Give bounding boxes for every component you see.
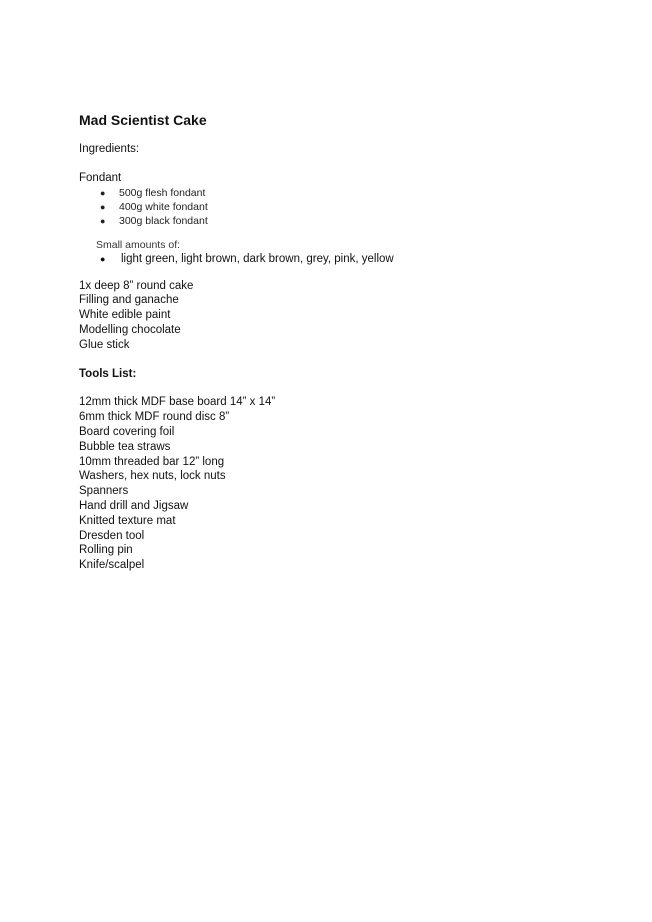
fondant-item-label: 500g flesh fondant [119, 186, 206, 199]
tool-line: Board covering foil [79, 425, 175, 438]
bullet-icon: ● [100, 253, 106, 264]
tools-heading: Tools List: [79, 367, 137, 380]
tool-line: Hand drill and Jigsaw [79, 499, 189, 512]
list-item [79, 214, 599, 228]
recipe-document [79, 112, 599, 573]
list-item [79, 200, 599, 214]
small-amounts-list [79, 252, 599, 267]
tool-line: Rolling pin [79, 544, 133, 557]
tools-list [79, 395, 599, 573]
list-item [79, 186, 599, 200]
ingredient-line: Glue stick [79, 338, 130, 351]
tool-line: Knitted texture mat [79, 514, 176, 527]
bullet-icon: ● [100, 187, 106, 198]
tool-line: 12mm thick MDF base board 14” x 14” [79, 396, 276, 409]
small-amounts-item-label: light green, light brown, dark brown, grey, pink, yellow [121, 252, 394, 265]
small-amounts-label: Small amounts of: [96, 238, 181, 251]
bullet-icon: ● [100, 215, 106, 226]
ingredient-line: 1x deep 8” round cake [79, 279, 194, 292]
fondant-heading: Fondant [79, 171, 122, 184]
other-ingredients-list [79, 279, 599, 353]
tool-line: Spanners [79, 485, 129, 498]
fondant-item-label: 400g white fondant [119, 200, 208, 213]
bullet-icon: ● [100, 201, 106, 212]
ingredients-heading: Ingredients: [79, 143, 140, 155]
recipe-title: Mad Scientist Cake [79, 112, 207, 128]
tool-line: Dresden tool [79, 529, 145, 542]
fondant-list [79, 186, 599, 228]
tool-line: Knife/scalpel [79, 559, 145, 572]
list-item [79, 252, 599, 267]
ingredient-line: Modelling chocolate [79, 323, 181, 336]
fondant-item-label: 300g black fondant [119, 214, 208, 227]
tool-line: 6mm thick MDF round disc 8” [79, 411, 230, 424]
tool-line: 10mm threaded bar 12” long [79, 455, 225, 468]
tool-line: Washers, hex nuts, lock nuts [79, 470, 226, 483]
ingredient-line: White edible paint [79, 309, 171, 322]
ingredient-line: Filling and ganache [79, 294, 179, 307]
tool-line: Bubble tea straws [79, 440, 171, 453]
